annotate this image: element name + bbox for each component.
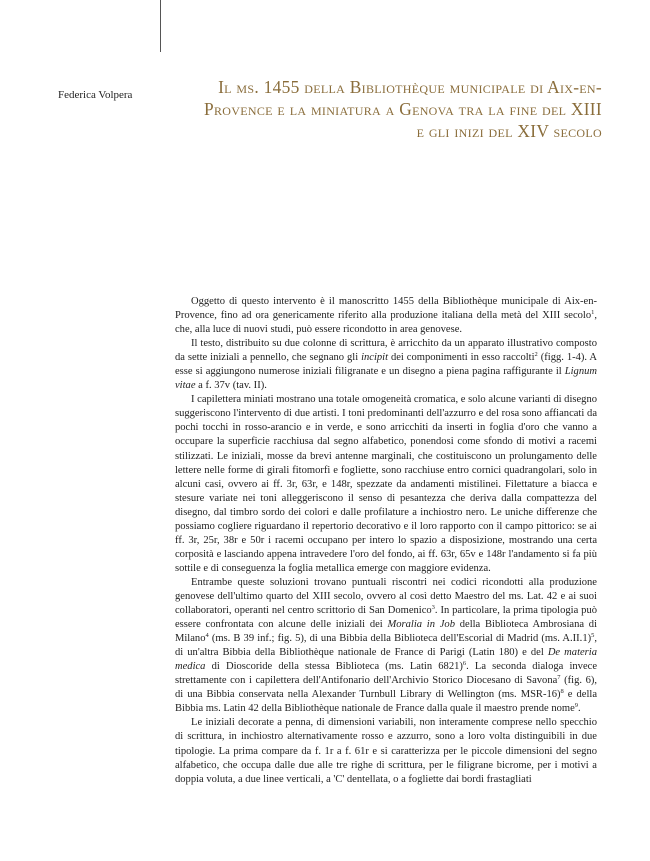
footnote-ref: 2: [534, 351, 538, 359]
paragraph-5: Le iniziali decorate a penna, di dimensioni variabili, non interamente comprese nello specchio di scrittura, in inchiostro alternativamente rosso e azzurro, sono a loro volta distinguibili in due tipologie. La prima compare da f. 1r a f. 61r e si caratterizza per le piccole dimensioni del segno alfabetico, che occupa dalle due alle tre righe di scrittura, per le filigrane bicrome, per i motivi a doppia voluta, a due linee verticali, a 'C' dentellata, o a fogliette dai bordi frastagliati: [175, 717, 597, 785]
footnote-ref: 4: [205, 632, 209, 640]
paragraph-3: I capilettera miniati mostrano una totale omogeneità cromatica, e solo alcune varianti di disegno suggeriscono l'intervento di due artisti. I toni predominanti dell'azzurro e del rosa sono affiancati da pochi tocchi in rosso-arancio e in verde, e sono arricchiti da inserti in foglia d'oro che vanno a occupare la superficie racchiusa dal segno alfabetico, ponendosi come sfondo di motivi a racemi stilizzati. Le iniziali, mosse da brevi antenne marginali, che costituiscono un prolungamento delle lettere nelle forme di girali fitomorfi e fogliette, sono racchiuse entro cornici quadrangolari, solo in alcuni casi, ovvero ai ff. 3r, 63r, e 148r, spezzate da andamenti mistilinei. Filettature a biacca e stesure variate nei toni alleggeriscono il senso di pesantezza che deriva dalla compattezza del disegno, dal timbro sordo dei colori e dalle profilature a inchiostro nero. Le uniche differenze che possiamo cogliere riguardano il repertorio decorativo e il loro rapporto con il campo pittorico: se ai ff. 3r, 25r, 38r e 50r i racemi occupano per intero lo spazio a disposizione, mostrando una certa corposità e lasciando appena intravedere l'oro del fondo, ai ff. 63r, 65v e 148r l'andamento si fa più sottile e di conseguenza la foglia metallica emerge con maggiore evidenza.: [175, 394, 597, 574]
footnote-ref: 8: [560, 688, 564, 696]
footnote-ref: 3: [431, 604, 435, 612]
paragraph-1: Oggetto di questo intervento è il manoscritto 1455 della Bibliothèque municipale di Aix-en-Provence, fino ad ora genericamente riferito alla produzione italiana della metà del XIII secolo$^1$, che, alla luce di nuovi studi, può essere ricondotto in area genovese.: [175, 296, 597, 336]
article-body: [175, 295, 597, 787]
header-rule: [160, 0, 161, 52]
running-head-author: Federica Volpera: [58, 89, 133, 101]
footnote-ref: 7: [557, 674, 561, 682]
footnote-ref: 1: [591, 309, 595, 317]
footnote-ref: 9: [574, 702, 579, 710]
paragraph-2: Il testo, distribuito su due colonne di scrittura, è arricchito da un apparato illustrativo composto da sette iniziali a pennello, che segnano gli incipit dei componimenti in esso raccolti$^2$ (figg. 1-4). A esse si aggiungono numerose iniziali filigranate e un disegno a piena pagina raffigurante il Lignum vitae a f. 37v (tav. II).: [175, 338, 598, 392]
paragraph-4: Entrambe queste soluzioni trovano puntuali riscontri nei codici ricondotti alla produzione genovese dell'ultimo quarto del XIII secolo, ovvero al così detto Maestro del ms. Lat. 42 e ai suoi collaboratori, operanti nel centro scrittorio di San Domenico$^3$. In particolare, la prima tipologia può essere confrontata con alcune delle iniziali dei Moralia in Job della Biblioteca Ambrosiana di Milano$^4$ (ms. B 39 inf.; fig. 5), di una Bibbia della Biblioteca dell'Escorial di Madrid (ms. A.II.1)$^5$, di un'altra Bibbia della Bibliothèque nationale de France di Parigi (Latin 180) e del De materia medica di Dioscoride della stessa Biblioteca (ms. Latin 6821)$^6$. La seconda dialoga invece strettamente con i capilettera dell'Antifonario dell'Archivio Storico Diocesano di Savona$^7$ (fig. 6), di una Bibbia conservata nella Alexander Turnbull Library di Wellington (ms. MSR-16)$^8$ e della Bibbia ms. Latin 42 della Bibliothèque nationale de France dalla quale il maestro prende nome$^9$.: [175, 576, 598, 715]
footnote-ref: 5: [591, 632, 595, 640]
footnote-ref: 6: [462, 660, 467, 668]
article-title: Il ms. 1455 della Bibliothèque municipale di Aix-en-Provence e la miniatura a Genova tra la fine del XIII e gli inizi del XIV secolo: [204, 77, 602, 141]
